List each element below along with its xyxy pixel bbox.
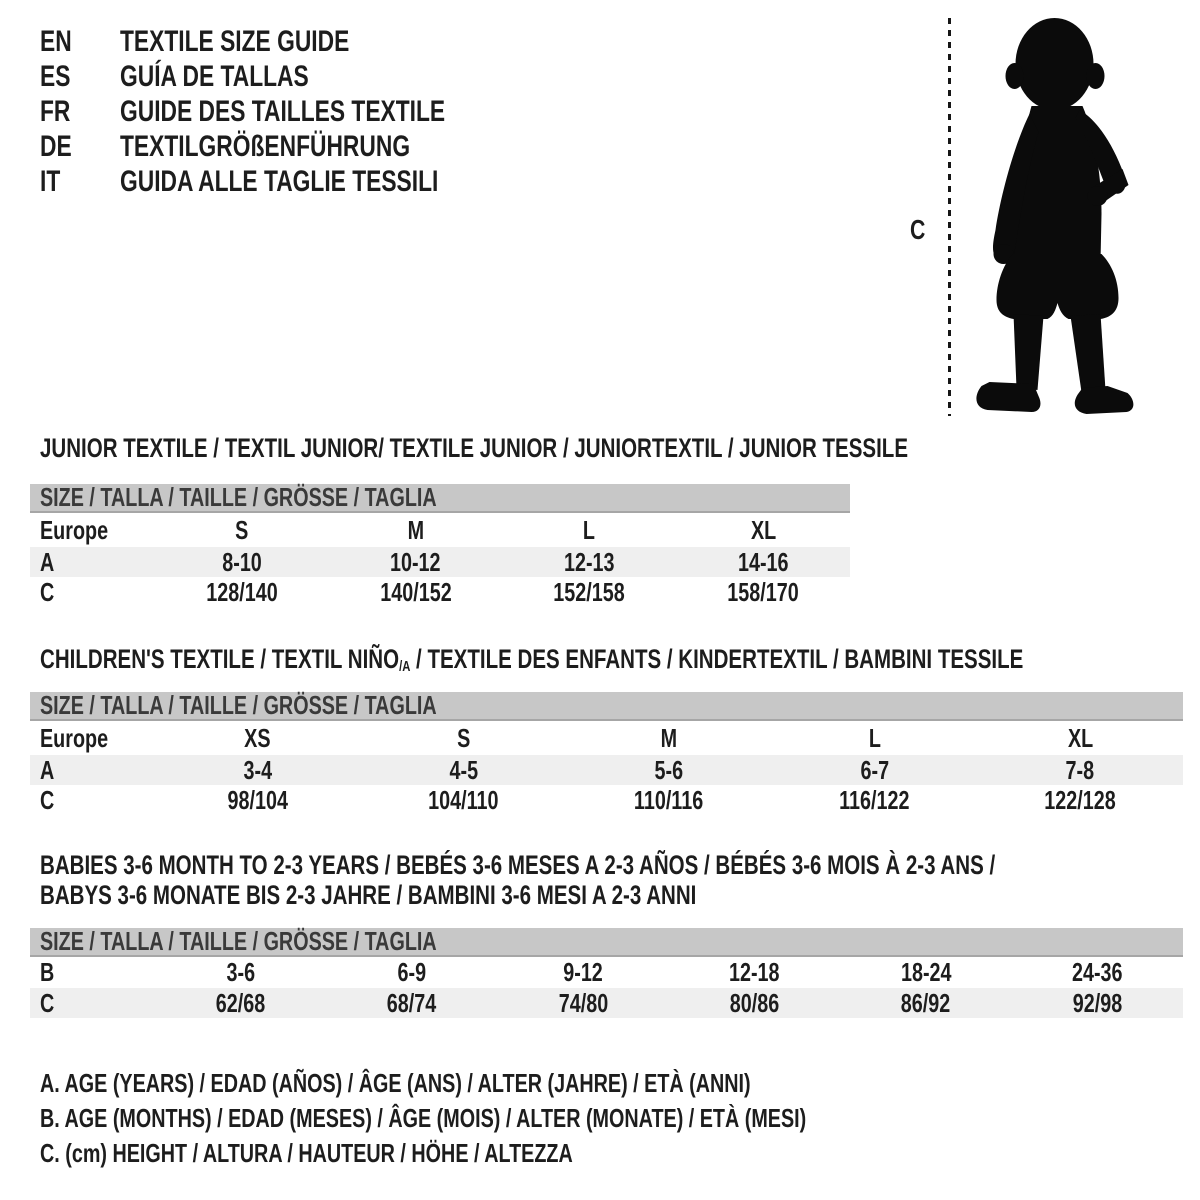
footnote-text: C. (cm) HEIGHT / ALTURA / HAUTEUR / HÖHE / ALTEZZA: [40, 1138, 573, 1168]
value-cell: 6-7: [860, 755, 889, 785]
language-code: FR: [40, 94, 71, 128]
size-col-l: L: [868, 722, 881, 753]
toddler-silhouette: [968, 16, 1136, 414]
children-size-table: [30, 692, 1183, 815]
babies-size-header-bar: [30, 928, 1183, 957]
junior-section-title-text: JUNIOR TEXTILE / TEXTIL JUNIOR/ TEXTILE JUNIOR / JUNIORTEXTIL / JUNIOR TESSILE: [40, 433, 909, 463]
children-section-title-text: [40, 644, 1023, 679]
value-cell: 68/74: [387, 988, 437, 1018]
value-cell: 152/158: [553, 577, 626, 607]
value-cell: 18-24: [900, 957, 952, 987]
height-measure-dashed-line: [948, 18, 951, 416]
value-cell: 74/80: [558, 988, 609, 1018]
babies-row-height: [30, 988, 1183, 1018]
size-col-l: L: [583, 514, 596, 545]
value-cell: 158/170: [727, 577, 799, 607]
babies-title-line1: BABIES 3-6 MONTH TO 2-3 YEARS / BEBÉS 3-6 MESES A 2-3 AÑOS / BÉBÉS 3-6 MOIS À 2-3 ANS /: [40, 850, 996, 880]
size-col-m: M: [407, 514, 424, 545]
value-cell: 62/68: [215, 988, 266, 1018]
row-label: B: [40, 957, 55, 987]
babies-size-table: [30, 928, 1183, 1018]
junior-row-height: [30, 577, 850, 607]
language-row-fr: [40, 94, 548, 129]
row-label: A: [40, 547, 55, 577]
language-code: EN: [40, 24, 72, 58]
guide-title-en: TEXTILE SIZE GUIDE: [120, 24, 350, 58]
footnote-height-cm: [40, 1136, 1048, 1171]
region-label: Europe: [40, 722, 109, 753]
language-row-es: [40, 59, 548, 94]
footnote-age-years: [40, 1066, 1048, 1101]
language-title-list: [40, 24, 548, 199]
junior-row-age: [30, 547, 850, 577]
value-cell: 9-12: [563, 957, 604, 987]
children-title-prefix: CHILDREN'S TEXTILE / TEXTIL NIÑO: [40, 644, 400, 674]
value-cell: 8-10: [222, 547, 262, 577]
footnote-text: A. AGE (YEARS) / EDAD (AÑOS) / ÂGE (ANS) / ALTER (JAHRE) / ETÀ (ANNI): [40, 1068, 751, 1098]
value-cell: 3-4: [243, 755, 273, 785]
region-label: Europe: [40, 514, 109, 545]
language-row-it: [40, 164, 548, 199]
value-cell: 122/128: [1044, 785, 1116, 815]
language-code: DE: [40, 129, 72, 163]
row-label: C: [40, 577, 55, 607]
size-col-m: M: [660, 722, 678, 753]
size-col-xs: XS: [244, 722, 271, 753]
value-cell: 140/152: [379, 577, 452, 607]
size-col-xl: XL: [1067, 722, 1093, 753]
value-cell: 3-6: [226, 957, 255, 987]
value-cell: 80/86: [729, 988, 780, 1018]
children-size-header-bar: [30, 692, 1183, 721]
value-cell: 104/110: [428, 785, 499, 815]
children-section-title: [40, 644, 1200, 679]
babies-row-age: [30, 957, 1183, 988]
language-row-de: [40, 129, 548, 164]
legend-footnotes: [40, 1066, 1048, 1171]
value-cell: 6-9: [397, 957, 427, 987]
guide-title-it: GUIDA ALLE TAGLIE TESSILI: [120, 164, 439, 198]
junior-size-header-bar: [30, 484, 850, 513]
row-label: C: [40, 785, 55, 815]
value-cell: 12-18: [729, 957, 780, 987]
size-header-label: SIZE / TALLA / TAILLE / GRÖSSE / TAGLIA: [40, 926, 437, 956]
value-cell: 110/116: [634, 785, 704, 815]
value-cell: 10-12: [390, 547, 441, 577]
value-cell: 4-5: [449, 755, 478, 785]
children-columns-row: [30, 721, 1183, 755]
value-cell: 128/140: [206, 577, 278, 607]
guide-title-fr: GUIDE DES TAILLES TEXTILE: [120, 94, 446, 128]
value-cell: 92/98: [1072, 988, 1123, 1018]
value-cell: 24-36: [1072, 957, 1123, 987]
value-cell: 14-16: [737, 547, 789, 577]
value-cell: 116/122: [839, 785, 910, 815]
value-cell: 5-6: [654, 755, 684, 785]
junior-section-title: [40, 433, 1182, 463]
language-code: IT: [40, 164, 61, 198]
value-cell: 7-8: [1065, 755, 1095, 785]
size-col-xl: XL: [750, 514, 776, 545]
height-measure-label: C: [910, 214, 926, 245]
footnote-age-months: [40, 1101, 1048, 1136]
size-col-s: S: [235, 514, 249, 545]
babies-title-line2: BABYS 3-6 MONATE BIS 2-3 JAHRE / BAMBINI 3-6 MESI A 2-3 ANNI: [40, 880, 697, 910]
babies-section-title: [40, 850, 1200, 910]
row-label: C: [40, 988, 55, 1018]
children-title-subscript: /A: [399, 658, 411, 675]
junior-size-table: [30, 484, 850, 607]
row-label: A: [40, 755, 55, 785]
children-row-age: [30, 755, 1183, 785]
size-header-label: SIZE / TALLA / TAILLE / GRÖSSE / TAGLIA: [40, 690, 437, 720]
language-row-en: [40, 24, 548, 59]
language-code: ES: [40, 59, 71, 93]
size-header-label: SIZE / TALLA / TAILLE / GRÖSSE / TAGLIA: [40, 482, 437, 512]
value-cell: 12-13: [564, 547, 615, 577]
guide-title-es: GUÍA DE TALLAS: [120, 59, 309, 93]
value-cell: 98/104: [227, 785, 289, 815]
size-col-s: S: [456, 722, 470, 753]
junior-columns-row: [30, 513, 850, 547]
children-row-height: [30, 785, 1183, 815]
guide-title-de: TEXTILGRÖßENFÜHRUNG: [120, 129, 411, 163]
value-cell: 86/92: [901, 988, 951, 1018]
children-title-suffix: / TEXTILE DES ENFANTS / KINDERTEXTIL / BAMBINI TESSILE: [410, 644, 1024, 674]
footnote-text: B. AGE (MONTHS) / EDAD (MESES) / ÂGE (MOIS) / ALTER (MONATE) / ETÀ (MESI): [40, 1103, 807, 1133]
